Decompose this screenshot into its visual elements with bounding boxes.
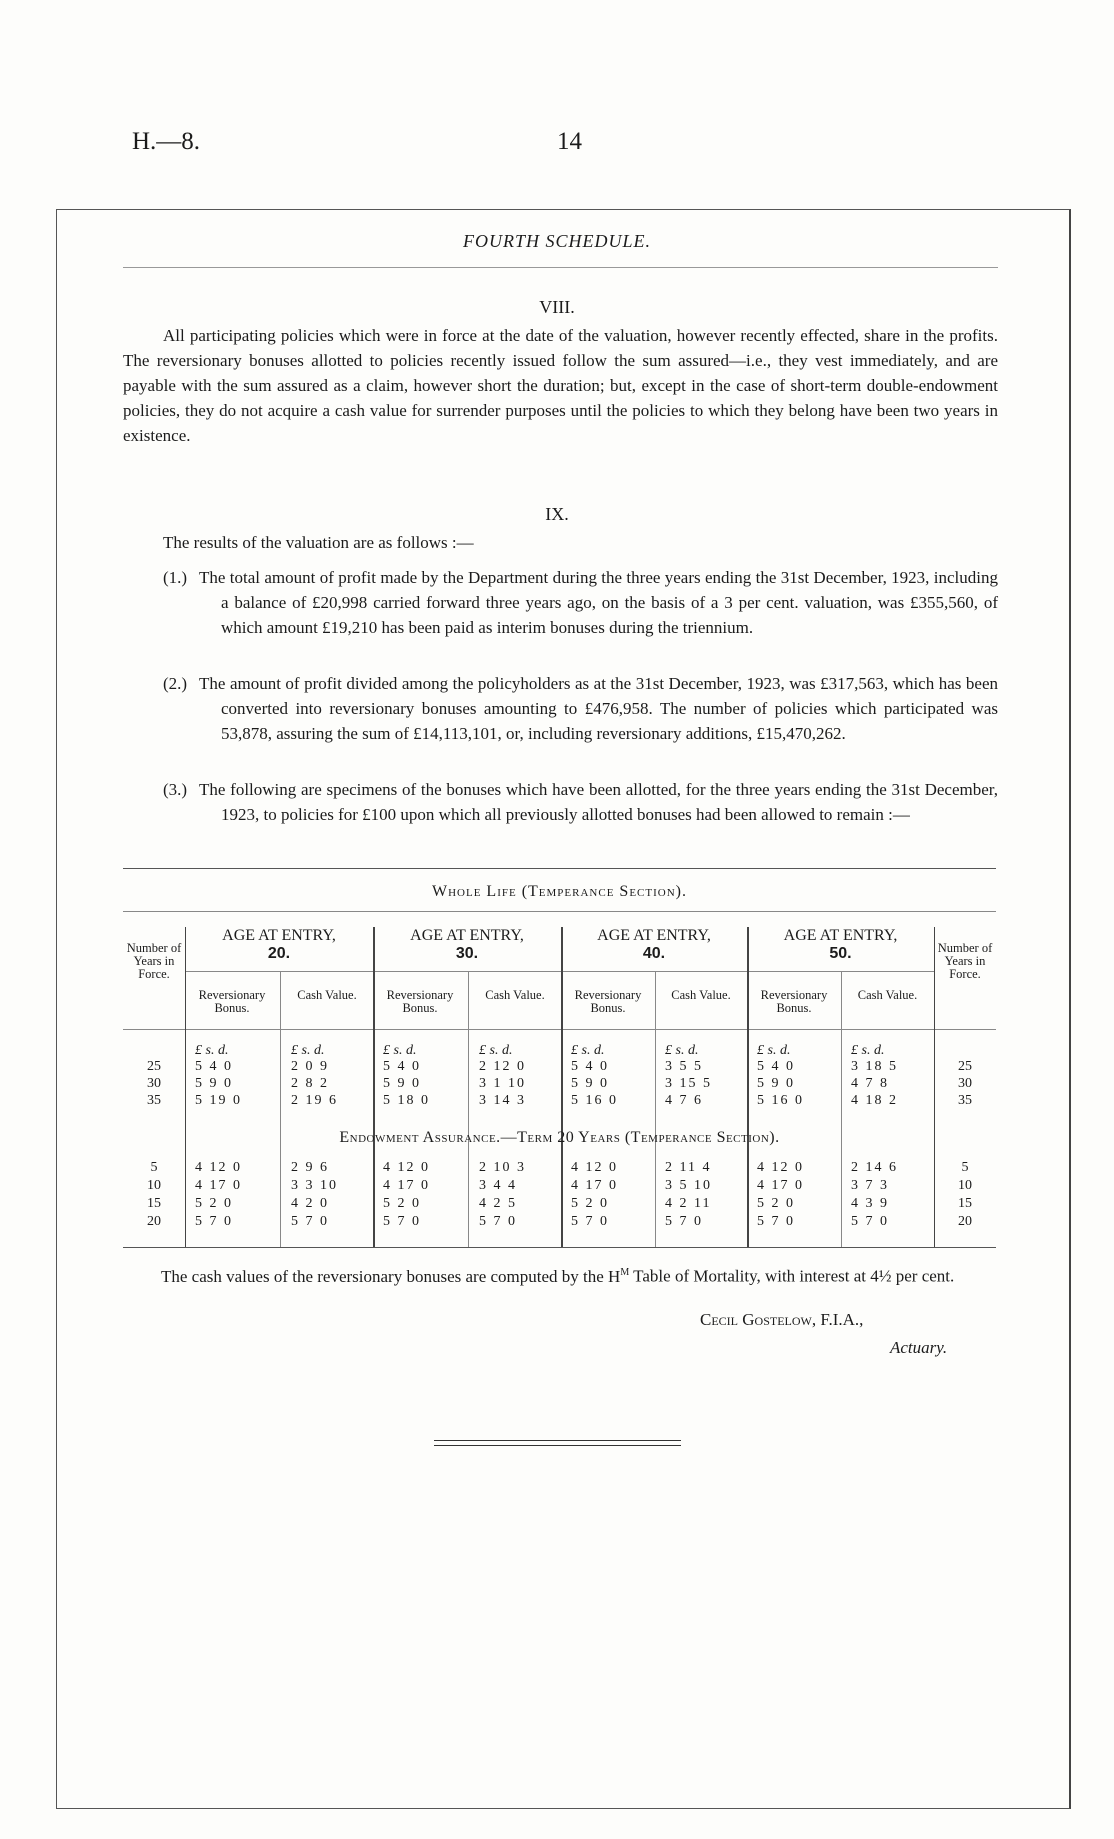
col-divider [655,971,656,1247]
endowment-value-cell: 4 2 5 [479,1196,517,1211]
signature-title: Actuary. [890,1338,948,1357]
whole-life-year-left: 30 [147,1076,161,1091]
endowment-year-right: 15 [958,1196,972,1211]
whole-life-value-cell: 3 5 5 [665,1059,703,1074]
age-header-20 [185,927,373,963]
endowment-year-left: 10 [147,1178,161,1193]
col-divider [561,927,563,1247]
col-divider [841,971,842,1247]
number-header-left: Number of Years in Force. [126,941,182,981]
whole-life-value-cell: 2 8 2 [291,1076,329,1091]
endowment-value-cell: 3 7 3 [851,1178,889,1193]
whole-life-value-cell: 5 9 0 [571,1076,609,1091]
sub-cash-40: Cash Value. [671,988,731,1002]
double-rule [434,1440,681,1446]
endowment-value-cell: 4 2 11 [665,1196,712,1211]
endowment-value-cell: 5 7 0 [479,1214,517,1229]
age-label: AGE AT ENTRY, [783,927,898,944]
endowment-value-cell: 5 7 0 [757,1214,795,1229]
footnote-text-rest: Table of Mortality, with interest at 4½ per cent. [629,1266,955,1286]
list-item [163,777,998,857]
sub-rev-20: Reversionary Bonus. [198,988,266,1015]
endowment-value-cell: 3 3 10 [291,1178,338,1193]
endowment-value-cell: 2 10 3 [479,1160,526,1175]
item-text: The total amount of profit made by the Department during the three years ending the 31st December, 1923, including a balance of £20,998 carried forward three years ago, on the basis of a 3 per cent. valuation, was £355,560, of which amount £19,210 has been paid as interim bonuses during the triennium. [199,568,998,637]
bonus-table [123,868,996,1248]
whole-life-value-cell: 5 4 0 [757,1059,795,1074]
item-number: (1.) [163,568,188,587]
col-divider [280,971,281,1247]
signature-name: Cecil Gostelow, F.I.A., [700,1310,864,1329]
unit-label: £ s. d. [571,1043,605,1058]
endowment-value-cell: 5 7 0 [665,1214,703,1229]
section-viii-heading: VIII. [539,297,575,317]
whole-life-value-cell: 2 12 0 [479,1059,526,1074]
endowment-value-cell: 2 11 4 [665,1160,712,1175]
whole-life-year-left: 35 [147,1093,161,1108]
item-text: The following are specimens of the bonuses which have been allotted, for the three years ending the 31st December, 1923, to policies for £100 upon which all previously allotted bonuses had been allowed to remain :— [199,780,998,824]
col-divider [747,927,749,1247]
endowment-value-cell: 3 5 10 [665,1178,712,1193]
endowment-value-cell: 4 12 0 [195,1160,242,1175]
col-divider [185,927,186,1247]
sub-rev-30: Reversionary Bonus. [386,988,454,1015]
whole-life-value-cell: 4 18 2 [851,1093,898,1108]
whole-life-value-cell: 3 14 3 [479,1093,526,1108]
whole-life-value-cell: 5 4 0 [571,1059,609,1074]
endowment-value-cell: 2 9 6 [291,1160,329,1175]
header-bottom-rule [123,1029,996,1030]
list-item [163,671,998,771]
sub-cash-20: Cash Value. [297,988,357,1002]
unit-label: £ s. d. [479,1043,513,1058]
table-rule [123,911,996,912]
col-divider [373,927,375,1247]
whole-life-year-right: 30 [958,1076,972,1091]
number-header-right: Number of Years in Force. [937,941,993,981]
endowment-value-cell: 4 12 0 [383,1160,430,1175]
endowment-year-left: 20 [147,1214,161,1229]
endowment-value-cell: 4 12 0 [757,1160,804,1175]
endowment-value-cell: 5 7 0 [851,1214,889,1229]
whole-life-value-cell: 5 9 0 [195,1076,233,1091]
age-header-50 [747,927,934,963]
sub-rev-50: Reversionary Bonus. [760,988,828,1015]
endowment-value-cell: 4 2 0 [291,1196,329,1211]
age-header-40 [561,927,747,963]
unit-label: £ s. d. [851,1043,885,1058]
age-value: 50. [829,945,852,962]
item-text: The amount of profit divided among the policyholders as at the 31st December, 1923, was £317,563, which has been converted into reversionary bonuses amounting to £476,958. The number of policies which participated was 53,878, assuring the sum of £14,113,101, or, including reversionary additions, £15,470,262. [199,674,998,743]
endowment-year-right: 10 [958,1178,972,1193]
footnote-text: The cash values of the reversionary bonuses are computed by the H [161,1266,621,1286]
whole-life-year-right: 25 [958,1059,972,1074]
whole-life-value-cell: 4 7 6 [665,1093,703,1108]
whole-life-value-cell: 5 4 0 [195,1059,233,1074]
unit-label: £ s. d. [383,1043,417,1058]
whole-life-value-cell: 5 9 0 [757,1076,795,1091]
age-label: AGE AT ENTRY, [597,927,711,944]
endowment-year-right: 5 [961,1160,969,1175]
whole-life-value-cell: 5 18 0 [383,1093,430,1108]
unit-label: £ s. d. [195,1043,229,1058]
section-ix-heading: IX. [545,504,569,524]
subheader-rule [185,971,934,972]
whole-life-value-cell: 3 15 5 [665,1076,712,1091]
endowment-value-cell: 5 7 0 [291,1214,329,1229]
age-value: 20. [267,945,291,962]
age-value: 30. [455,945,479,962]
sub-rev-40: Reversionary Bonus. [574,988,642,1015]
age-header-30 [373,927,561,963]
footnote-sup: M [620,1267,630,1278]
endowment-value-cell: 4 12 0 [571,1160,618,1175]
whole-life-value-cell: 3 18 5 [851,1059,898,1074]
whole-life-value-cell: 2 0 9 [291,1059,329,1074]
whole-life-value-cell: 3 1 10 [479,1076,526,1091]
sub-cash-30: Cash Value. [485,988,545,1002]
item-number: (3.) [163,780,188,799]
endowment-value-cell: 4 17 0 [757,1178,804,1193]
endowment-value-cell: 2 14 6 [851,1160,898,1175]
endowment-value-cell: 5 7 0 [195,1214,233,1229]
whole-life-value-cell: 2 19 6 [291,1093,338,1108]
endowment-value-cell: 5 2 0 [195,1196,233,1211]
endowment-value-cell: 5 7 0 [571,1214,609,1229]
col-divider [468,971,469,1247]
whole-life-value-cell: 5 16 0 [757,1093,804,1108]
whole-life-year-right: 35 [958,1093,972,1108]
whole-life-value-cell: 5 9 0 [383,1076,421,1091]
section-viii-text: All participating policies which were in force at the date of the valuation, however recently effected, share in the profits. The reversionary bonuses allotted to policies recently issued follow the sum assured—i.e., they vest immediately, and are payable with the sum assured as a claim, however short the duration; but, except in the case of short-term double-endowment policies, they do not acquire a cash value for surrender purposes until the policies to which they belong have been two years in existence. [123,326,998,445]
section-ix-intro: The results of the valuation are as follows :— [163,533,474,552]
whole-life-title: Whole Life (Temperance Section). [432,883,687,900]
endowment-year-right: 20 [958,1214,972,1229]
unit-label: £ s. d. [291,1043,325,1058]
page-number: 14 [557,128,582,155]
footnote [123,1260,998,1289]
endowment-value-cell: 5 7 0 [383,1214,421,1229]
endowment-value-cell: 5 2 0 [571,1196,609,1211]
whole-life-value-cell: 5 4 0 [383,1059,421,1074]
age-label: AGE AT ENTRY, [410,927,524,944]
title-rule [123,267,998,268]
endowment-value-cell: 4 17 0 [383,1178,430,1193]
endowment-year-left: 15 [147,1196,161,1211]
age-label: AGE AT ENTRY, [222,927,336,944]
endowment-title: Endowment Assurance.—Term 20 Years (Temperance Section). [339,1129,780,1146]
whole-life-value-cell: 5 16 0 [571,1093,618,1108]
endowment-value-cell: 5 2 0 [383,1196,421,1211]
endowment-value-cell: 4 3 9 [851,1196,889,1211]
endowment-value-cell: 4 17 0 [571,1178,618,1193]
age-value: 40. [642,945,666,962]
endowment-value-cell: 4 17 0 [195,1178,242,1193]
whole-life-value-cell: 5 19 0 [195,1093,242,1108]
whole-life-value-cell: 4 7 8 [851,1076,889,1091]
item-number: (2.) [163,674,188,693]
endowment-year-left: 5 [150,1160,158,1175]
unit-label: £ s. d. [757,1043,791,1058]
document-reference: H.—8. [132,128,201,155]
schedule-title: FOURTH SCHEDULE. [462,231,651,251]
endowment-value-cell: 5 2 0 [757,1196,795,1211]
sub-cash-50: Cash Value. [857,988,918,1002]
unit-label: £ s. d. [665,1043,699,1058]
whole-life-year-left: 25 [147,1059,161,1074]
endowment-value-cell: 3 4 4 [479,1178,517,1193]
list-item [163,565,998,665]
